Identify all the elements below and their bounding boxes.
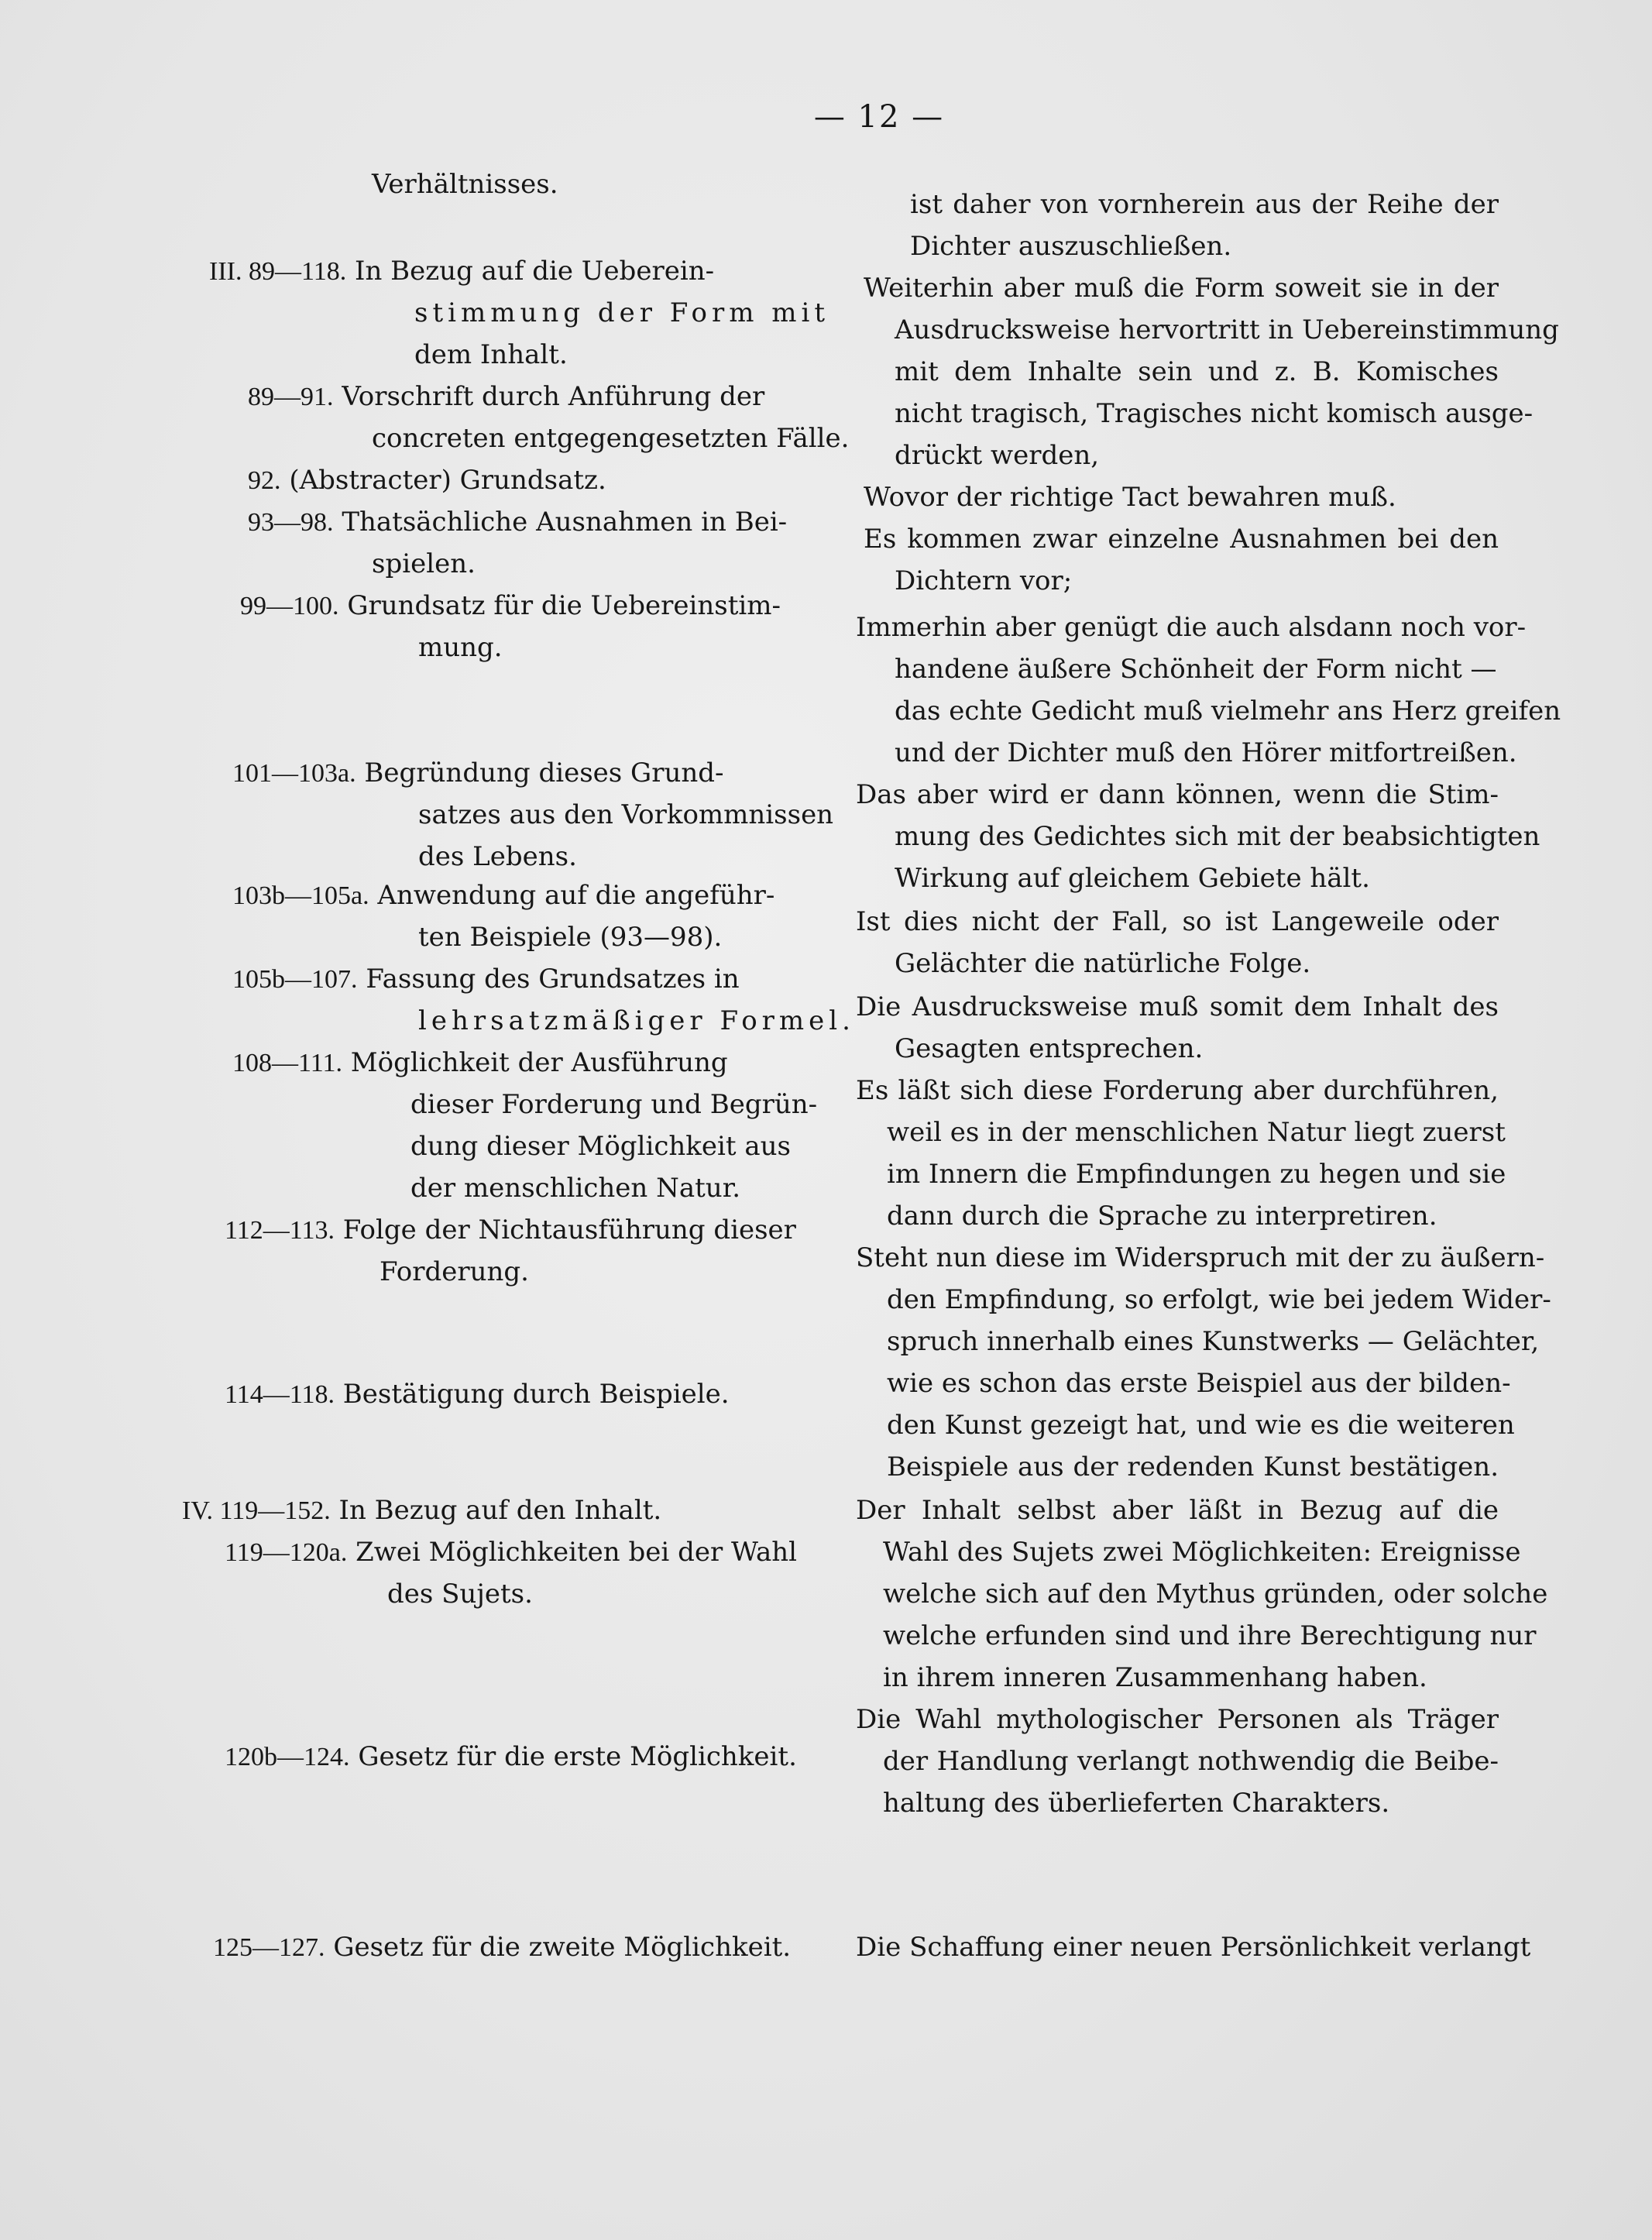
outline-line: dem Inhalt.	[414, 339, 568, 370]
outline-line: mung.	[418, 632, 503, 663]
outline-line: IV. 119—152. In Bezug auf den Inhalt.	[182, 1495, 662, 1526]
prose-line: Die Ausdrucksweise muß somit dem Inhalt des	[856, 991, 1499, 1022]
outline-line: Forderung.	[380, 1256, 529, 1287]
outline-line: 108—111. Möglichkeit der Ausführung	[232, 1047, 728, 1078]
outline-text: In Bezug auf die Ueberein-	[355, 256, 715, 287]
prose-line: dann durch die Sprache zu interpretiren.	[887, 1201, 1437, 1232]
prose-line: Steht nun diese im Widerspruch mit der zu äußern-	[856, 1242, 1545, 1273]
outline-line	[209, 251, 714, 292]
page-number: — 12 —	[813, 99, 945, 135]
prose-line: mit dem Inhalte sein und z. B. Komisches	[895, 356, 1499, 387]
prose-line: Ausdrucksweise hervortritt in Uebereinstimmung	[895, 314, 1559, 345]
outline-line: dung dieser Möglichkeit aus	[410, 1131, 791, 1162]
outline-line: spielen.	[372, 548, 476, 579]
prose-line: Gelächter die natürliche Folge.	[895, 948, 1311, 979]
prose-line: welche erfunden sind und ihre Berechtigung nur	[883, 1620, 1537, 1651]
outline-line: des Lebens.	[418, 841, 577, 872]
outline-ref: III. 89—118.	[209, 257, 347, 286]
prose-line: Es kommen zwar einzelne Ausnahmen bei den	[864, 524, 1499, 555]
outline-line: stimmung der Form mit	[414, 297, 830, 328]
prose-line: und der Dichter muß den Hörer mitfortreißen.	[895, 737, 1517, 768]
prose-line: den Kunst gezeigt hat, und wie es die weiteren	[887, 1410, 1515, 1441]
prose-line: wie es schon das erste Beispiel aus der bilden-	[887, 1368, 1511, 1399]
prose-line: Immerhin aber genügt die auch alsdann noch vor-	[856, 612, 1527, 643]
prose-line: weil es in der menschlichen Natur liegt zuerst	[887, 1117, 1506, 1148]
prose-line: Der Inhalt selbst aber läßt in Bezug auf die	[856, 1495, 1499, 1526]
prose-line: haltung des überlieferten Charakters.	[883, 1788, 1390, 1819]
prose-line: den Empfindung, so erfolgt, wie bei jedem Wider-	[887, 1284, 1551, 1315]
outline-line: 103b—105a. Anwendung auf die angeführ-	[232, 880, 775, 911]
prose-line: handene äußere Schönheit der Form nicht —	[895, 654, 1497, 685]
prose-line: im Innern die Empfindungen zu hegen und sie	[887, 1159, 1506, 1190]
prose-line: Es läßt sich diese Forderung aber durchführen,	[856, 1075, 1499, 1106]
outline-line: 112—113. Folge der Nichtausführung dieser	[225, 1214, 796, 1245]
outline-line: dieser Forderung und Begrün-	[410, 1089, 818, 1120]
prose-line: mung des Gedichtes sich mit der beabsichtigten	[895, 821, 1540, 852]
prose-line: Die Wahl mythologischer Personen als Träger	[856, 1704, 1499, 1735]
outline-line: satzes aus den Vorkommnissen	[418, 799, 834, 830]
outline-line: 92. (Abstracter) Grundsatz.	[248, 465, 606, 496]
outline-line: 114—118. Bestätigung durch Beispiele.	[225, 1379, 730, 1410]
prose-line: Dichter auszuschließen.	[910, 231, 1232, 262]
outline-line: 89—91. Vorschrift durch Anführung der	[248, 381, 765, 412]
outline-line: der menschlichen Natur.	[410, 1173, 741, 1204]
prose-line: Wahl des Sujets zwei Möglichkeiten: Ereignisse	[883, 1537, 1521, 1568]
outline-line: concreten entgegengesetzten Fälle.	[372, 423, 850, 454]
outline-line: 93—98. Thatsächliche Ausnahmen in Bei-	[248, 507, 788, 538]
prose-line: drückt werden,	[895, 440, 1100, 471]
outline-line: Verhältnisses.	[372, 169, 558, 200]
prose-line: nicht tragisch, Tragisches nicht komisch ausge-	[895, 398, 1534, 429]
outline-line: lehrsatzmäßiger Formel.	[418, 1005, 855, 1036]
prose-line: Gesagten entsprechen.	[895, 1033, 1204, 1064]
prose-line: Ist dies nicht der Fall, so ist Langeweile oder	[856, 906, 1499, 937]
outline-line: des Sujets.	[387, 1579, 533, 1610]
outline-line: 120b—124. Gesetz für die erste Möglichkeit.	[225, 1741, 797, 1772]
prose-line: das echte Gedicht muß vielmehr ans Herz greifen	[895, 696, 1561, 727]
outline-line: 119—120a. Zwei Möglichkeiten bei der Wahl	[225, 1537, 798, 1568]
prose-line: ist daher von vornherein aus der Reihe der	[910, 189, 1499, 220]
outline-line: 101—103a. Begründung dieses Grund-	[232, 758, 724, 788]
prose-line: Wovor der richtige Tact bewahren muß.	[864, 482, 1396, 513]
outline-line: ten Beispiele (93—98).	[418, 922, 723, 953]
outline-line: 105b—107. Fassung des Grundsatzes in	[232, 964, 740, 995]
prose-line: Wirkung auf gleichem Gebiete hält.	[895, 863, 1370, 894]
prose-line: in ihrem inneren Zusammenhang haben.	[883, 1662, 1427, 1693]
prose-line: welche sich auf den Mythus gründen, oder solche	[883, 1579, 1548, 1610]
prose-line: Dichtern vor;	[895, 565, 1073, 596]
prose-line: spruch innerhalb eines Kunstwerks — Gelächter,	[887, 1326, 1540, 1357]
prose-line: Beispiele aus der redenden Kunst bestätigen.	[887, 1452, 1499, 1482]
prose-line: Die Schaffung einer neuen Persönlichkeit verlangt	[856, 1932, 1531, 1963]
prose-line: der Handlung verlangt nothwendig die Beibe-	[883, 1746, 1499, 1777]
prose-line: Weiterhin aber muß die Form soweit sie in der	[864, 273, 1499, 304]
outline-line: 125—127. Gesetz für die zweite Möglichkeit.	[213, 1932, 792, 1963]
prose-line: Das aber wird er dann können, wenn die Stim-	[856, 779, 1499, 810]
outline-line: 99—100. Grundsatz für die Uebereinstim-	[240, 590, 781, 621]
